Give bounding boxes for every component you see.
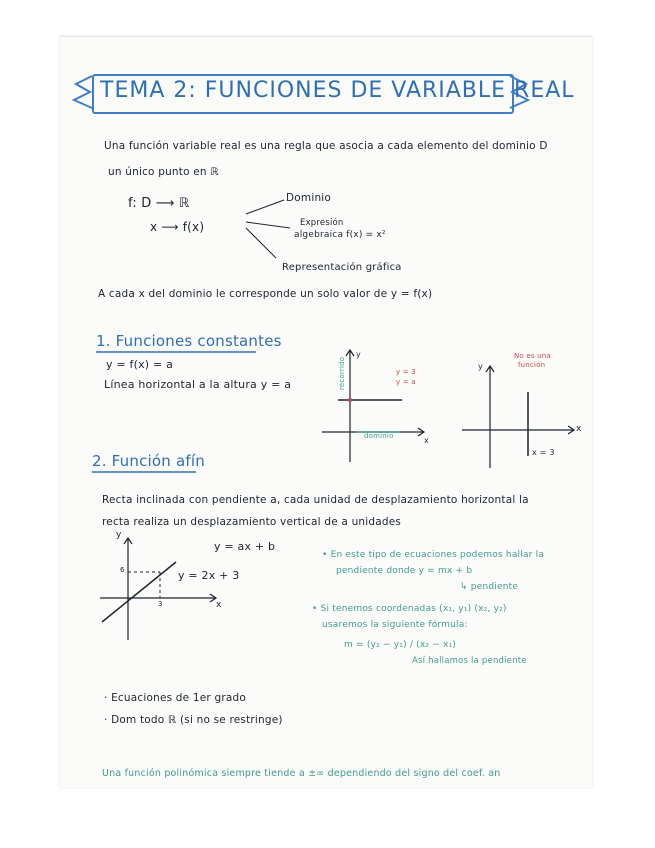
graph2-y-axis-label: y: [478, 362, 483, 371]
mapping-expresion-1: Expresión: [300, 218, 344, 228]
note-1-line-2: pendiente donde y = mx + b: [336, 566, 473, 576]
graph1-yeq-label: y = 3: [396, 368, 416, 376]
graph1-recorrido-label: recorrido: [338, 356, 346, 390]
bullet-1: · Ecuaciones de 1er grado: [104, 692, 246, 704]
mapping-expresion-2: algebraica f(x) = x²: [294, 230, 386, 240]
graph1-x-axis-label: x: [424, 436, 429, 445]
rule-text: A cada x del dominio le corresponde un solo valor de y = f(x): [98, 288, 433, 300]
section-2-desc-1: Recta inclinada con pendiente a, cada unidad de desplazamiento horizontal la: [102, 494, 529, 506]
note-2-line-2: usaremos la siguiente fórmula:: [322, 620, 468, 630]
graph3-y-axis-label: y: [116, 530, 122, 540]
graph1-y-axis-label: y: [356, 350, 361, 359]
graph2-x3-label: x = 3: [532, 448, 555, 457]
graph2-no-es-label-1: No es una: [514, 352, 551, 360]
page-title: TEMA 2: FUNCIONES DE VARIABLE REAL: [100, 78, 575, 103]
graph2-x-axis-label: x: [576, 424, 582, 434]
mapping-representacion: Representación gráfica: [282, 262, 402, 273]
section-1-desc: Línea horizontal a la altura y = a: [104, 378, 292, 391]
graph1-ya-label: y = a: [396, 378, 416, 386]
intro-line-1: Una función variable real es una regla que asocia a cada elemento del dominio D: [104, 140, 548, 152]
graph3-line-eq: y = 2x + 3: [178, 569, 240, 582]
section-2-eq: y = ax + b: [214, 540, 276, 553]
note-1-line-3: ↳ pendiente: [460, 582, 519, 592]
graph3-tick-x: 3: [158, 600, 163, 608]
section-1-title: 1. Funciones constantes: [96, 332, 282, 350]
section-2-desc-2: recta realiza un desplazamiento vertical de a unidades: [102, 516, 402, 528]
note-2-formula: m = (y₂ − y₁) / (x₂ − x₁): [344, 640, 457, 650]
graph3-x-axis-label: x: [216, 600, 222, 610]
bullet-2: · Dom todo ℝ (si no se restringe): [104, 714, 283, 726]
section-2-title: 2. Función afín: [92, 452, 205, 470]
note-1-line-1: • En este tipo de ecuaciones podemos hallar la: [322, 550, 545, 560]
intro-line-2: un único punto en ℝ: [108, 166, 219, 178]
section-1-eq: y = f(x) = a: [106, 358, 174, 371]
mapping-f-line: f: D ⟶ ℝ: [128, 196, 190, 211]
graph1-dominio-label: dominio: [364, 432, 394, 440]
mapping-x-line: x ⟶ f(x): [150, 220, 205, 234]
mapping-dominio: Dominio: [286, 192, 332, 204]
footer-note: Una función polinómica siempre tiende a ±∞ dependiendo del signo del coef. an: [102, 768, 501, 779]
graph2-no-es-label-2: función: [518, 361, 546, 369]
note-2-line-1: • Si tenemos coordenadas (x₁, y₁) (x₂, y₂): [312, 604, 507, 614]
note-2-tail: Así hallamos la pendiente: [412, 656, 527, 666]
graph3-tick-y: 6: [120, 566, 125, 574]
